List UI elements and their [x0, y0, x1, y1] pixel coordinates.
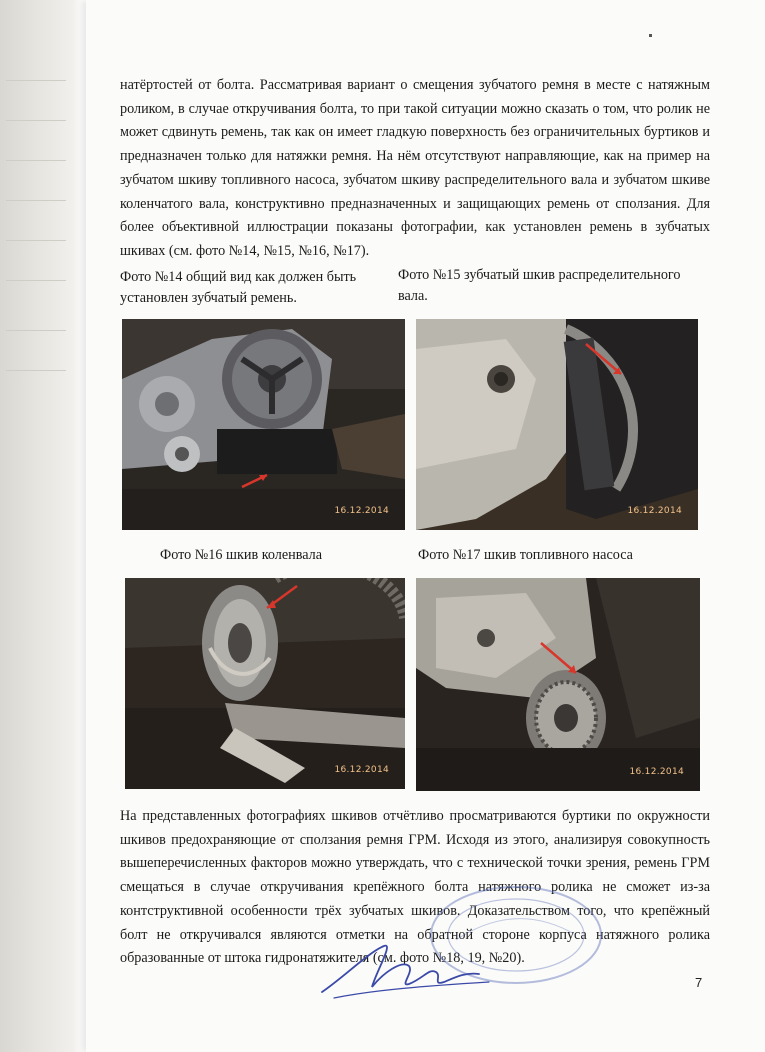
- caption-photo-16: Фото №16 шкив коленвала: [160, 547, 323, 563]
- caption-photo-17: Фото №17 шкив топливного насоса: [418, 547, 633, 563]
- photo-14-date-stamp: 16.12.2014: [334, 506, 389, 516]
- photo-15-date-stamp: 16.12.2014: [627, 506, 682, 516]
- signature: [314, 932, 504, 1007]
- caption-photo-14: Фото №14 общий вид как должен быть установлен зубчатый ремень.: [120, 269, 357, 306]
- photo-16-date-stamp: 16.12.2014: [334, 765, 389, 775]
- conclusion-paragraph: На представленных фотографиях шкивов отчётливо просматриваются буртики по окружности шкивов предохраняющие от сползания ремня ГРМ. Исходя из этого, анализируя совокупность вышеперечисленных факторов можно утверждать, что с технической точки зрения, ремень ГРМ смещаться в случае откручивания крепёжного болта натяжного ролика не сможет из-за контструктивной особенности трёх зубчатых шкивов. Доказательством того, что крепёжный болт не откручивался являются отметки на обратной стороне корпуса натяжного ролика образованные от штока гидронатяжителя (см. фото №18, 19, №20).: [120, 808, 710, 967]
- document-page: [86, 0, 765, 1052]
- photo-17-fuel-pump-pulley: [416, 578, 700, 791]
- photo-17-date-stamp: 16.12.2014: [629, 767, 684, 777]
- page-number: 7: [695, 975, 703, 990]
- scan-edge: [0, 0, 86, 1052]
- caption-photo-15: Фото №15 зубчатый шкив распределительного вала.: [398, 267, 681, 304]
- photo-16-crankshaft-pulley: [125, 578, 405, 789]
- photo-15-camshaft-pulley: [416, 319, 698, 530]
- photo-14-engine-overview: [122, 319, 405, 530]
- intro-paragraph: натёртостей от болта. Рассматривая вариант о смещения зубчатого ремня в месте с натяжным роликом, в случае откручивания болта, то при такой ситуации можно сказать о том, что ролик не может сдвинуть ремень, так как он имеет гладкую поверхность без ограничительных буртиков и предназначен только для натяжки ремня. На нём отсутствуют направляющие, как на пример на зубчатом шкиву топливного насоса, зубчатом шкиву распределительного вала и зубчатом шкиве коленчатого вала, конструктивно предназначенных и защищающих ремень от сползания. Для более объективной иллюстрации показаны фотографии, как установлен ремень в зубчатых шкивах (см. фото №14, №15, №16, №17).: [120, 77, 710, 259]
- scan-mark: [649, 34, 652, 37]
